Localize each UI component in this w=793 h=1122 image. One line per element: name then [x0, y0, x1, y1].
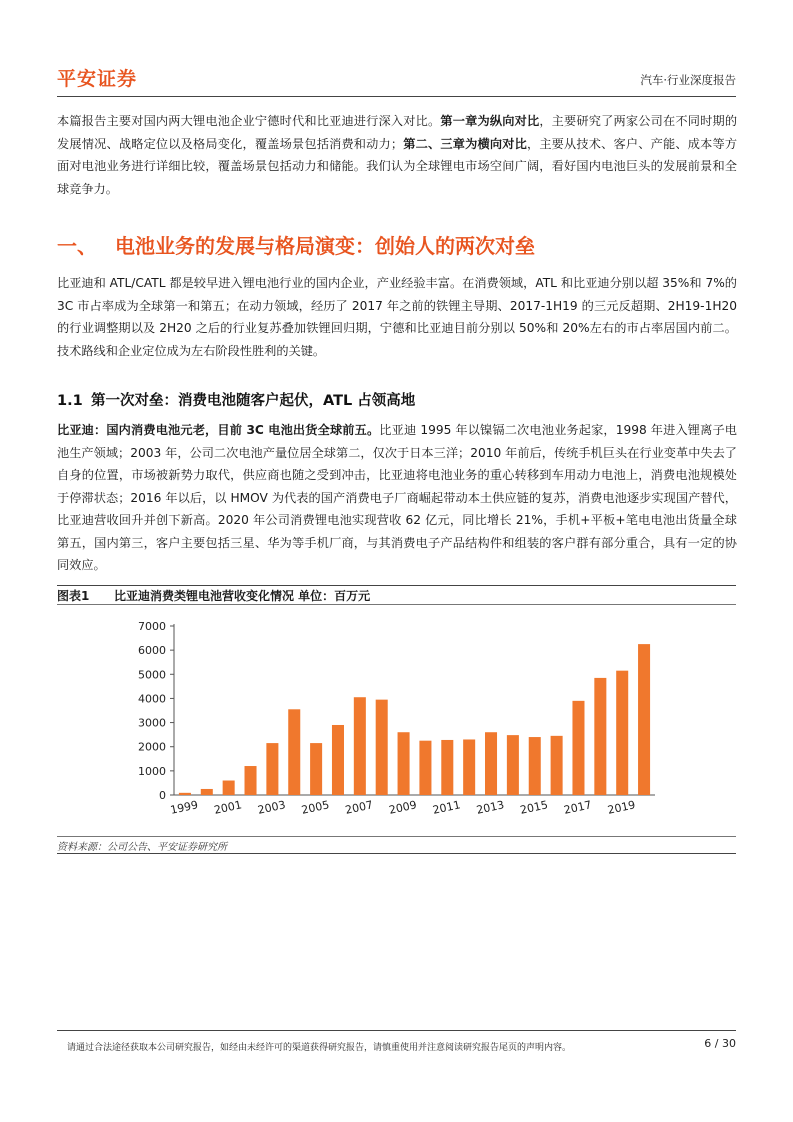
header-divider — [57, 96, 736, 97]
section-1-number: 一、 — [57, 234, 97, 258]
x-tick-label: 2009 — [387, 798, 418, 817]
bar-2012 — [463, 739, 475, 795]
figure-bottom-rule — [57, 836, 736, 837]
bar-2001 — [223, 781, 235, 795]
x-tick-label: 2001 — [212, 798, 243, 817]
intro-bold-2: 第二、三章为横向对比 — [403, 136, 527, 151]
bar-2010 — [419, 741, 431, 795]
y-tick-label: 7000 — [138, 620, 166, 633]
bar-2015 — [529, 737, 541, 795]
figure-title-rule — [57, 604, 736, 605]
section-1-title: 电池业务的发展与格局演变：创始人的两次对垒 — [115, 234, 535, 258]
intro-bold-1: 第一章为纵向对比 — [440, 114, 540, 128]
x-tick-label: 1999 — [169, 798, 200, 817]
byd-lead-sentence: 比亚迪：国内消费电池元老，目前 3C 电池出货全球前五。 — [57, 423, 380, 437]
y-tick-label: 3000 — [138, 716, 166, 730]
figure-source: 资料来源：公司公告、平安证券研究所 — [57, 842, 227, 853]
bar-1999 — [179, 793, 191, 795]
bar-2002 — [245, 766, 257, 795]
bar-2013 — [485, 732, 497, 795]
y-tick-label: 2000 — [138, 740, 166, 754]
x-tick-label: 2003 — [256, 798, 287, 817]
footer-disclaimer: 请通过合法途径获取本公司研究报告，如经由未经许可的渠道获得研究报告，请慎重使用并注意阅读研究报告尾页的声明内容。 — [67, 1043, 572, 1053]
x-tick-label: 2007 — [344, 798, 375, 817]
bar-2014 — [507, 735, 519, 795]
bar-2006 — [332, 725, 344, 795]
bar-2011 — [441, 740, 453, 795]
figure-caption: 比亚迪消费类锂电池营收变化情况 单位：百万元 — [114, 589, 371, 603]
page-number: 6 / 30 — [704, 1037, 736, 1050]
brand-logo: 平安证券 — [57, 68, 138, 90]
byd-body-text: 比亚迪 1995 年以镍镉二次电池业务起家，1998 年进入锂离子电池生产领域；2003 年，公司二次电池产量位居全球第二，仅次于日本三洋；2010 年前后，传统手机巨头在行业变革中失去了自身的位置，市场被新势力取代，供应商也随之受到冲击，比亚迪将电池业务的重心转移到车用动力电池上，消费电池规模处于停滞状态；2016 年以后，以 HMOV 为代表的国产消费电子厂商崛起带动本土供应链的复苏，消费电池逐步实现国产替代，比亚迪营收回升并创下新高。2020 年公司消费锂电池实现营收 62 亿元，同比增长 21%，手机+平板+笔电电池出货量全球第五，国内第三，客户主要包括三星、华为等手机厂商，与其消费电子产品结构件和组装的客户群有部分重合，具有一定的协同效应。 — [57, 423, 737, 572]
y-tick-label: 1000 — [138, 764, 166, 778]
figure-top-rule — [57, 585, 736, 586]
section-1-1-paragraph — [57, 419, 737, 577]
bar-2008 — [376, 700, 388, 795]
intro-text-3: ，主要从技术、客户、产能、成本等方面对电池业务进行详细比较，覆盖场景包括动力和储能。我们认为全球锂电市场空间广阔，看好国内电池巨头的发展前景和全球竞争力。 — [57, 136, 738, 196]
bar-2005 — [310, 743, 322, 795]
y-tick-label: 0 — [159, 789, 166, 802]
bar-2004 — [288, 709, 300, 795]
bar-2009 — [398, 732, 410, 795]
x-tick-label: 2013 — [475, 798, 506, 817]
bar-2018 — [594, 678, 606, 795]
intro-text-1: 本篇报告主要对国内两大锂电池企业宁德时代和比亚迪进行深入对比。 — [57, 114, 441, 128]
intro-text-2: ，主要研究了两家公司在不同时期的发展情况、战略定位以及格局变化，覆盖场景包括消费和动力； — [57, 114, 738, 151]
x-tick-label: 2011 — [431, 798, 462, 817]
section-1-1-title: 第一次对垒：消费电池随客户起伏，ATL 占领高地 — [91, 393, 416, 409]
bar-2020 — [638, 644, 650, 795]
x-tick-label: 2005 — [300, 798, 331, 817]
x-tick-label: 2015 — [518, 798, 550, 817]
page-header — [57, 60, 736, 94]
bar-2000 — [201, 789, 213, 795]
bar-2017 — [572, 701, 584, 795]
report-category: 汽车·行业深度报告 — [640, 73, 736, 87]
figure-end-rule — [57, 853, 736, 854]
bar-2019 — [616, 671, 628, 795]
section-1-1-number: 1.1 — [57, 393, 83, 409]
bar-2007 — [354, 697, 366, 795]
x-tick-label: 2017 — [562, 798, 593, 817]
section-1-1-heading — [57, 389, 415, 410]
footer-divider — [57, 1030, 736, 1031]
y-tick-label: 5000 — [138, 668, 166, 682]
intro-paragraph — [57, 110, 737, 200]
figure-title — [57, 587, 370, 604]
y-tick-label: 4000 — [138, 692, 166, 706]
bar-2016 — [551, 736, 563, 795]
revenue-bar-chart — [57, 610, 737, 830]
section-1-paragraph: 比亚迪和 ATL/CATL 都是较早进入锂电池行业的国内企业，产业经验丰富。在消费领域，ATL 和比亚迪分别以超 35%和 7%的 3C 市占率成为全球第一和第五；在动力领域，经历了 2017 年之前的铁锂主导期、2017-1H19 的三元反超期、2H19-1H20 的行业调整期以及 2H20 之后的行业复苏叠加铁锂回归期，宁德和比亚迪目前分别以 50%和 20%左右的市占率居国内前二。技术路线和企业定位成为左右阶段性胜利的关键。 — [57, 276, 737, 358]
figure-label: 图表1 — [57, 589, 90, 603]
section-1-heading — [57, 230, 535, 259]
bar-2003 — [266, 743, 278, 795]
y-tick-label: 6000 — [138, 644, 166, 658]
x-tick-label: 2019 — [606, 798, 637, 817]
